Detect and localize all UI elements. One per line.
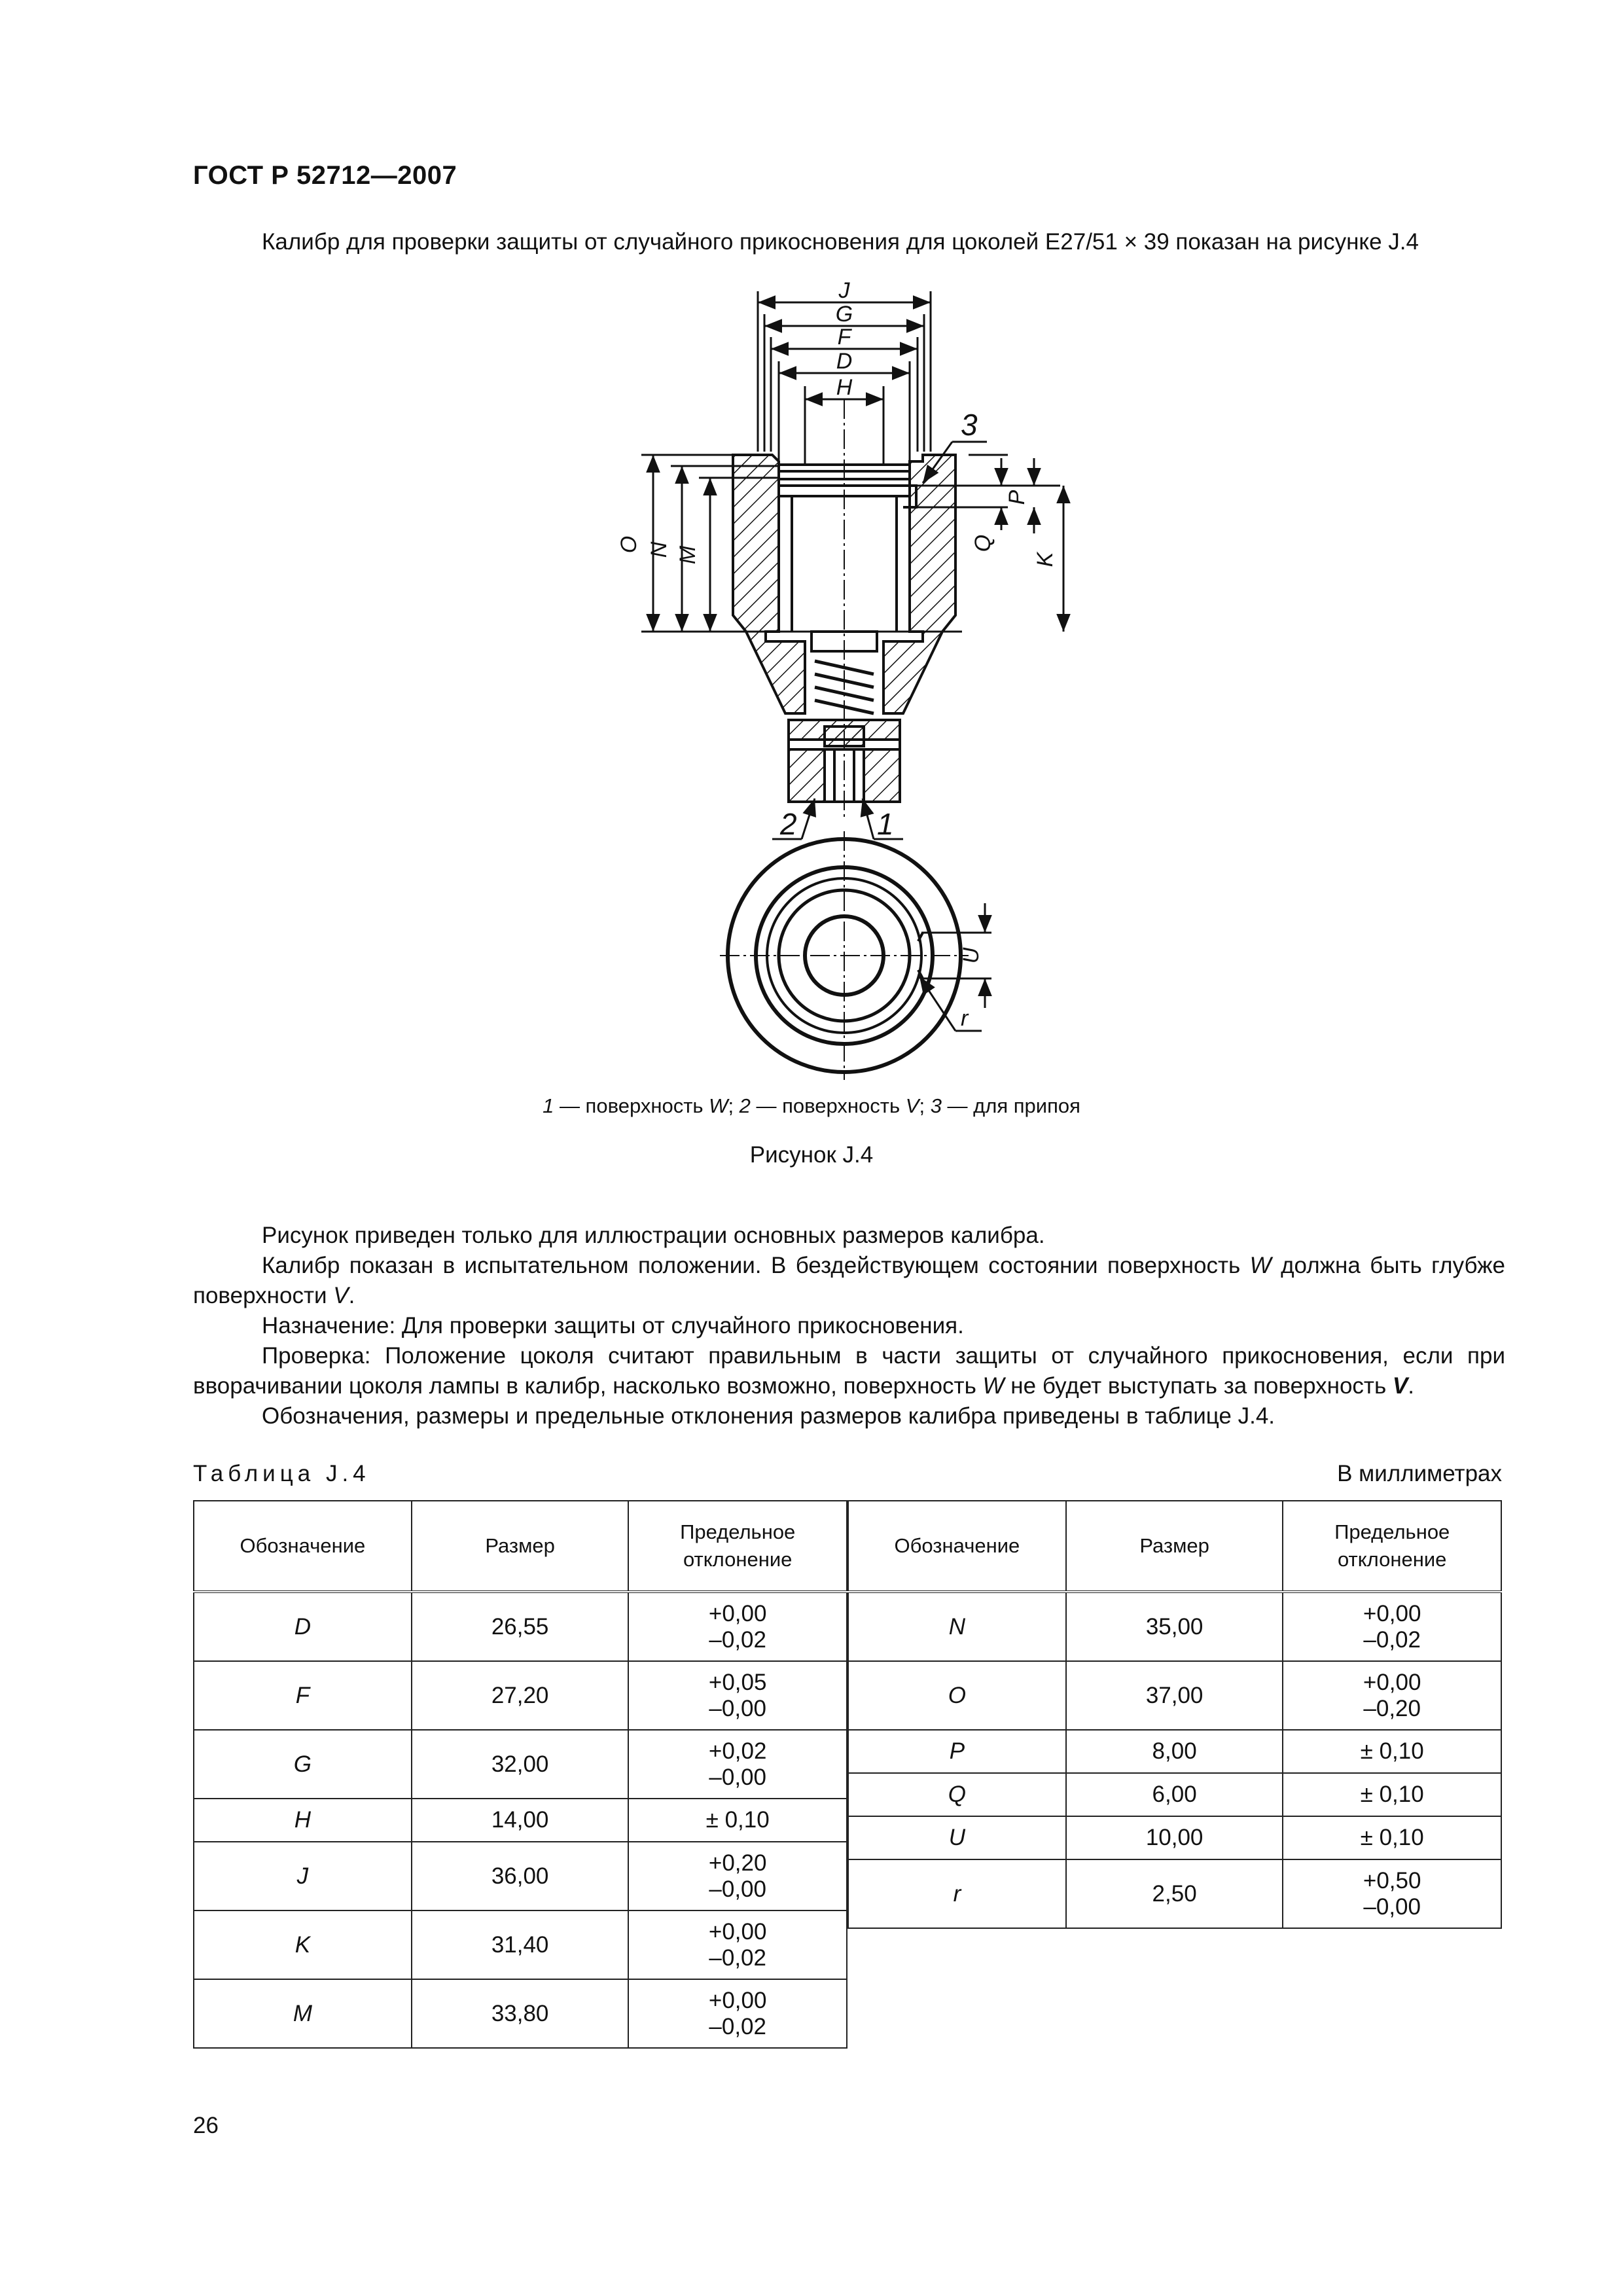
header-designation: Обозначение: [848, 1501, 1066, 1592]
p2-sym-w: W: [1249, 1253, 1272, 1278]
table-row: [194, 1799, 847, 1842]
cell-size: 14,00: [412, 1799, 629, 1842]
dim-label-n: N: [647, 541, 671, 558]
header-deviation-line1: Предельное: [680, 1520, 796, 1543]
dim-label-f: F: [837, 325, 851, 350]
table-row: [848, 1592, 1501, 1661]
dim-label-g: G: [835, 302, 853, 327]
p2-part-c: должна быть глубже поверхности: [193, 1253, 1506, 1308]
cell-deviation: [628, 1661, 847, 1730]
deviation-upper: +0,00: [708, 1600, 767, 1626]
deviation-lower: –0,00: [709, 1695, 766, 1721]
table-row: [848, 1773, 1501, 1816]
cell-deviation: ± 0,10: [628, 1799, 847, 1842]
dim-label-d: D: [836, 349, 853, 374]
cell-designation: Q: [848, 1773, 1066, 1816]
cell-designation: G: [194, 1730, 412, 1799]
deviation-upper: +0,05: [708, 1669, 767, 1695]
table-caption: Таблица J.4: [193, 1461, 370, 1486]
header-deviation: [628, 1501, 847, 1592]
cell-deviation: [628, 1979, 847, 2048]
p4-part-e: .: [1408, 1373, 1414, 1399]
deviation-lower: –0,02: [709, 2013, 766, 2039]
dim-label-m: M: [675, 545, 700, 565]
p2-part-e: .: [348, 1283, 355, 1308]
cell-designation: F: [194, 1661, 412, 1730]
table-row: [848, 1730, 1501, 1773]
cell-size: 37,00: [1066, 1661, 1283, 1730]
callout-3: 3: [961, 408, 978, 442]
p4-part-a: Проверка: Положение цоколя считают правильным в части защиты от случайного прикосновения, если при вворачивании цоколя лампы в калибр, насколько возможно, поверхность: [193, 1343, 1505, 1399]
cell-size: 26,55: [412, 1592, 629, 1661]
cell-designation: M: [194, 1979, 412, 2048]
table-row: [194, 1661, 847, 1730]
legend-sym-v: V: [905, 1094, 919, 1117]
cell-deviation: ± 0,10: [1283, 1730, 1501, 1773]
cell-deviation: [628, 1592, 847, 1661]
dim-label-k: K: [1033, 552, 1058, 567]
cell-size: 27,20: [412, 1661, 629, 1730]
dim-label-q: Q: [971, 534, 995, 552]
callout-2: 2: [780, 807, 797, 841]
table-row: [194, 1910, 847, 1979]
cell-designation: r: [848, 1859, 1066, 1928]
table-body-right: [848, 1592, 1501, 1928]
legend-text-3: — для припоя: [941, 1094, 1080, 1117]
body-text: [193, 1221, 1505, 1431]
paragraph-5: Обозначения, размеры и предельные отклонения размеров калибра приведены в таблице J.4.: [262, 1403, 1275, 1429]
dim-label-o: O: [616, 535, 641, 554]
cell-deviation: [1283, 1859, 1501, 1928]
document-header: ГОСТ Р 52712—2007: [193, 161, 457, 190]
deviation-lower: –0,02: [1363, 1626, 1421, 1653]
table-row: [848, 1816, 1501, 1859]
legend-sep-1: ;: [728, 1094, 740, 1117]
p4-sym-w: W: [982, 1373, 1005, 1399]
legend-sep-2: ;: [919, 1094, 931, 1117]
cell-deviation: [628, 1910, 847, 1979]
cell-deviation: [1283, 1661, 1501, 1730]
table-header-row: [848, 1501, 1501, 1592]
cell-size: 32,00: [412, 1730, 629, 1799]
p2-sym-v: V: [333, 1283, 349, 1308]
plan-view-labels: [959, 947, 984, 1031]
cell-deviation: ± 0,10: [1283, 1816, 1501, 1859]
paragraph-2: [193, 1251, 1505, 1311]
paragraph-4: [193, 1341, 1505, 1401]
legend-text-2: — поверхность: [750, 1094, 906, 1117]
header-deviation: [1283, 1501, 1501, 1592]
deviation-upper: +0,20: [708, 1850, 767, 1876]
cell-designation: D: [194, 1592, 412, 1661]
cell-deviation: [628, 1842, 847, 1910]
table-body-left: [194, 1592, 847, 2048]
figure-title: Рисунок J.4: [749, 1142, 874, 1168]
cell-designation: K: [194, 1910, 412, 1979]
cell-designation: N: [848, 1592, 1066, 1661]
legend-num-2: 2: [739, 1094, 751, 1117]
cell-size: 36,00: [412, 1842, 629, 1910]
legend-num-3: 3: [930, 1094, 942, 1117]
callout-1: 1: [877, 807, 894, 841]
cell-size: 33,80: [412, 1979, 629, 2048]
dim-label-j: J: [838, 278, 850, 303]
cell-size: 10,00: [1066, 1816, 1283, 1859]
p2-part-a: Калибр показан в испытательном положении. В бездействующем состоянии поверхность: [262, 1253, 1250, 1278]
table-row: [848, 1859, 1501, 1928]
legend-num-1: 1: [543, 1094, 554, 1117]
dimensions-table-right: [847, 1500, 1502, 1929]
paragraph-3: Назначение: Для проверки защиты от случайного прикосновения.: [262, 1313, 964, 1338]
cell-size: 35,00: [1066, 1592, 1283, 1661]
cell-size: 8,00: [1066, 1730, 1283, 1773]
dim-label-p: P: [1005, 490, 1029, 505]
cell-designation: J: [194, 1842, 412, 1910]
cell-size: 31,40: [412, 1910, 629, 1979]
table-units: В миллиметрах: [1337, 1461, 1502, 1486]
table-row: [194, 1592, 847, 1661]
table-header-row: [194, 1501, 847, 1592]
p4-part-c: не будет выступать за поверхность: [1004, 1373, 1393, 1399]
table-row: [194, 1979, 847, 2048]
header-deviation-line2: отклонение: [683, 1548, 793, 1571]
deviation-lower: –0,00: [709, 1876, 766, 1902]
cell-designation: O: [848, 1661, 1066, 1730]
legend-text-1: — поверхность: [554, 1094, 709, 1117]
cell-designation: U: [848, 1816, 1066, 1859]
section-view: [733, 399, 955, 818]
paragraph-1: Рисунок приведен только для иллюстрации основных размеров калибра.: [262, 1223, 1045, 1248]
header-size: Размер: [412, 1501, 629, 1592]
dim-label-h: H: [836, 375, 853, 400]
cell-deviation: [628, 1730, 847, 1799]
deviation-upper: +0,50: [1363, 1867, 1421, 1893]
cell-deviation: ± 0,10: [1283, 1773, 1501, 1816]
dimensions-table-left: [193, 1500, 847, 2049]
cell-designation: P: [848, 1730, 1066, 1773]
header-deviation-line2: отклонение: [1338, 1548, 1447, 1571]
figure-legend: [0, 1094, 1623, 1118]
intro-paragraph: Калибр для проверки защиты от случайного прикосновения для цоколей Е27/51 × 39 показан на рисунке J.4: [262, 229, 1419, 255]
header-size: Размер: [1066, 1501, 1283, 1592]
deviation-lower: –0,02: [709, 1945, 766, 1971]
deviation-upper: +0,00: [1363, 1669, 1421, 1695]
cell-size: 2,50: [1066, 1859, 1283, 1928]
deviation-lower: –0,20: [1363, 1695, 1421, 1721]
deviation-upper: +0,00: [1363, 1600, 1421, 1626]
cell-size: 6,00: [1066, 1773, 1283, 1816]
header-deviation-line1: Предельное: [1334, 1520, 1450, 1543]
table-row: [194, 1730, 847, 1799]
deviation-upper: +0,02: [708, 1738, 767, 1764]
horizontal-dim-labels: [836, 278, 853, 400]
plan-view: [720, 831, 991, 1080]
deviation-upper: +0,00: [708, 1918, 767, 1945]
deviation-lower: –0,02: [709, 1626, 766, 1653]
cell-designation: H: [194, 1799, 412, 1842]
vertical-dim-labels-left: [616, 536, 700, 564]
cell-deviation: [1283, 1592, 1501, 1661]
p4-sym-v: V: [1392, 1373, 1408, 1399]
legend-sym-w: W: [709, 1094, 728, 1117]
vertical-dim-labels-right: [971, 490, 1058, 567]
table-row: [848, 1661, 1501, 1730]
gauge-drawing: [615, 275, 1086, 1086]
dim-label-r: r: [961, 1006, 969, 1031]
deviation-upper: +0,00: [708, 1987, 767, 2013]
header-designation: Обозначение: [194, 1501, 412, 1592]
table-row: [194, 1842, 847, 1910]
page-number: 26: [193, 2113, 219, 2138]
deviation-lower: –0,00: [709, 1764, 766, 1790]
dim-label-u: U: [959, 947, 984, 964]
deviation-lower: –0,00: [1363, 1893, 1421, 1920]
